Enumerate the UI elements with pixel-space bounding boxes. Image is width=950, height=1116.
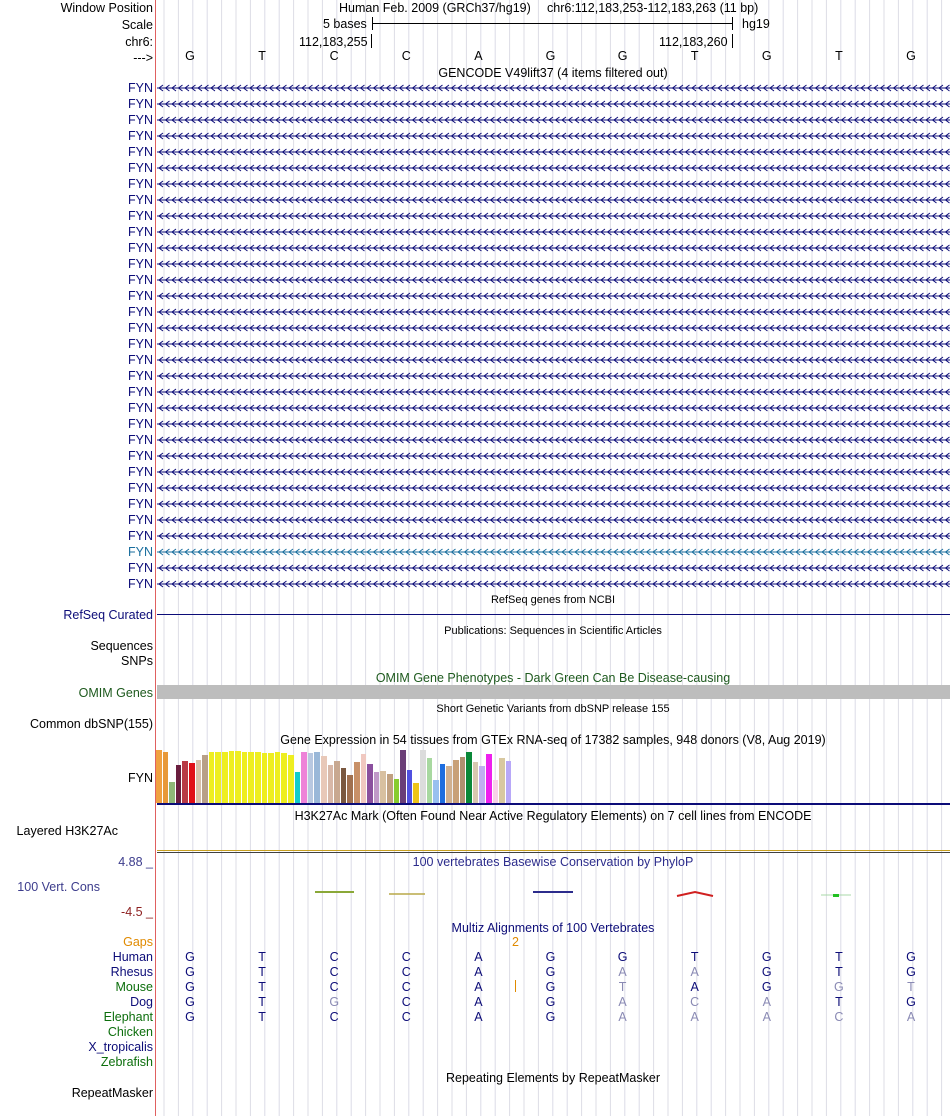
multiz-base: T	[258, 965, 266, 979]
multiz-base: C	[401, 950, 411, 964]
gencode-transcript-intron[interactable]	[157, 98, 950, 110]
gencode-transcript-label[interactable]: FYN	[128, 241, 153, 255]
chrom-label: chr6:	[125, 35, 153, 49]
gencode-transcript-label[interactable]: FYN	[128, 161, 153, 175]
gencode-transcript-intron[interactable]	[157, 306, 950, 318]
multiz-species-label[interactable]: Rhesus	[110, 965, 153, 979]
gtex-tissue-bar[interactable]	[499, 758, 505, 803]
gtex-tissue-bar[interactable]	[248, 752, 254, 803]
multiz-base: G	[906, 950, 916, 964]
gencode-transcript-intron[interactable]	[157, 354, 950, 366]
gencode-transcript-intron[interactable]	[157, 226, 950, 238]
multiz-base: G	[545, 995, 556, 1009]
gencode-transcript-label[interactable]: FYN	[128, 577, 153, 591]
multiz-base: G	[761, 950, 772, 964]
gencode-transcript-intron[interactable]	[157, 466, 950, 478]
gencode-transcript-intron[interactable]	[157, 258, 950, 270]
gencode-transcript-intron[interactable]	[157, 162, 950, 174]
gencode-transcript-intron[interactable]	[157, 242, 950, 254]
gencode-transcript-intron[interactable]	[157, 578, 950, 590]
refseq-track-label[interactable]: RefSeq Curated	[63, 608, 153, 622]
gtex-tissue-bar[interactable]	[466, 752, 472, 803]
multiz-base: T	[835, 950, 843, 964]
position-left: 112,183,255	[299, 35, 368, 49]
gtex-tissue-bar[interactable]	[215, 752, 221, 803]
gtex-tissue-bar[interactable]	[156, 750, 162, 803]
multiz-base: G	[185, 980, 195, 994]
gtex-tissue-bar[interactable]	[347, 775, 353, 803]
gencode-transcript-label[interactable]: FYN	[128, 545, 153, 559]
base-letter: T	[258, 49, 266, 63]
gtex-tissue-bar[interactable]	[473, 762, 479, 803]
multiz-gap-count: 2	[512, 935, 519, 949]
multiz-base: A	[474, 950, 483, 964]
multiz-base: A	[762, 995, 771, 1009]
refseq-gene-line[interactable]	[157, 614, 950, 615]
multiz-base: A	[618, 995, 627, 1009]
scale-value: 5 bases	[323, 17, 367, 31]
gencode-transcript-label[interactable]: FYN	[128, 225, 153, 239]
gencode-transcript-label[interactable]: FYN	[128, 529, 153, 543]
gencode-transcript-label[interactable]: FYN	[128, 97, 153, 111]
gencode-transcript-intron[interactable]	[157, 290, 950, 302]
gencode-transcript-label[interactable]: FYN	[128, 145, 153, 159]
multiz-base: C	[401, 965, 411, 979]
gencode-transcript-label[interactable]: FYN	[128, 209, 153, 223]
multiz-base: A	[474, 980, 483, 994]
gtex-tissue-bar[interactable]	[308, 753, 314, 803]
multiz-base: T	[835, 995, 843, 1009]
gtex-tissue-bar[interactable]	[413, 783, 419, 803]
gencode-track-title[interactable]: GENCODE V49lift37 (4 items filtered out)	[438, 66, 668, 80]
multiz-base: T	[258, 1010, 266, 1024]
position-range: chr6:112,183,253-112,183,263 (11 bp)	[547, 1, 759, 15]
gtex-tissue-bar[interactable]	[235, 751, 241, 803]
base-letter: G	[906, 49, 916, 63]
gencode-transcript-label[interactable]: FYN	[128, 417, 153, 431]
gencode-transcript-label[interactable]: FYN	[128, 305, 153, 319]
phylop-signal	[157, 880, 950, 910]
multiz-base: C	[401, 1010, 411, 1024]
omim-track-label[interactable]: OMIM Genes	[78, 686, 153, 700]
publications-track-title[interactable]: Publications: Sequences in Scientific Articles	[444, 625, 662, 637]
multiz-base: A	[690, 980, 699, 994]
gtex-tissue-bar[interactable]	[407, 770, 413, 803]
gtex-tissue-bar[interactable]	[262, 753, 268, 803]
gencode-transcript-intron[interactable]	[157, 178, 950, 190]
gtex-tissue-bar[interactable]	[380, 771, 386, 803]
multiz-species-label[interactable]: Human	[112, 950, 153, 964]
gtex-tissue-bar[interactable]	[229, 751, 235, 803]
gencode-transcript-label[interactable]: FYN	[128, 193, 153, 207]
gtex-tissue-bar[interactable]	[506, 761, 512, 803]
gencode-transcript-label[interactable]: FYN	[128, 481, 153, 495]
gencode-transcript-intron[interactable]	[157, 546, 950, 558]
base-letter: A	[474, 49, 483, 63]
gencode-transcript-label[interactable]: FYN	[128, 257, 153, 271]
base-letter: T	[835, 49, 843, 63]
multiz-base: G	[185, 950, 195, 964]
multiz-base: T	[618, 980, 627, 994]
publications-snps-label[interactable]: SNPs	[121, 654, 153, 668]
gencode-transcript-intron[interactable]	[157, 434, 950, 446]
gencode-transcript-intron[interactable]	[157, 130, 950, 142]
gencode-transcript-label[interactable]: FYN	[128, 369, 153, 383]
multiz-species-label[interactable]: X_tropicalis	[88, 1040, 153, 1054]
gtex-baseline	[157, 803, 950, 805]
multiz-base: A	[906, 1010, 916, 1024]
gencode-transcript-label[interactable]: FYN	[128, 353, 153, 367]
scale-label: Scale	[121, 18, 153, 32]
base-letter: C	[401, 49, 411, 63]
multiz-base: G	[906, 995, 916, 1009]
multiz-base: A	[690, 1010, 699, 1024]
gencode-transcript-intron[interactable]	[157, 418, 950, 430]
gencode-transcript-label[interactable]: FYN	[128, 513, 153, 527]
gtex-tissue-bar[interactable]	[176, 765, 182, 803]
gtex-tissue-bar[interactable]	[486, 754, 492, 803]
strand-label: --->	[133, 51, 153, 65]
multiz-species-label[interactable]: Zebrafish	[100, 1055, 153, 1069]
gtex-tissue-bar[interactable]	[420, 750, 426, 803]
gencode-transcript-label[interactable]: FYN	[128, 81, 153, 95]
multiz-base: G	[545, 950, 556, 964]
multiz-base: G	[834, 980, 844, 994]
gtex-tissue-bar[interactable]	[433, 780, 439, 803]
gencode-transcript-intron[interactable]	[157, 338, 950, 350]
gencode-transcript-label[interactable]: FYN	[128, 273, 153, 287]
gtex-tissue-bar[interactable]	[361, 754, 367, 803]
multiz-base: A	[762, 1010, 771, 1024]
multiz-base: G	[185, 1010, 195, 1024]
multiz-base: A	[474, 1010, 483, 1024]
gtex-tissue-bar[interactable]	[268, 753, 274, 803]
gtex-tissue-bar[interactable]	[202, 755, 208, 803]
gencode-transcript-label[interactable]: FYN	[128, 385, 153, 399]
gtex-track-title[interactable]: Gene Expression in 54 tissues from GTEx RNA-seq of 17382 samples, 948 donors (V8, Aug 2019)	[280, 733, 826, 747]
multiz-base: C	[834, 1010, 844, 1024]
gencode-transcript-intron[interactable]	[157, 146, 950, 158]
phylop-track-label[interactable]: 100 Vert. Cons	[17, 880, 100, 894]
gencode-transcript-label[interactable]: FYN	[128, 129, 153, 143]
publications-sequences-label[interactable]: Sequences	[90, 639, 153, 653]
gtex-tissue-bar[interactable]	[275, 752, 281, 803]
base-letter: G	[617, 49, 628, 63]
phylop-max-label: 4.88 _	[118, 855, 153, 869]
gtex-gene-label[interactable]: FYN	[128, 771, 153, 785]
window-position-label: Window Position	[60, 1, 153, 15]
omim-gene-bar[interactable]	[157, 685, 950, 699]
h3k27ac-track-title[interactable]: H3K27Ac Mark (Often Found Near Active Regulatory Elements) on 7 cell lines from ENCODE	[294, 809, 812, 823]
gtex-tissue-bar[interactable]	[209, 752, 215, 803]
gencode-transcript-intron[interactable]	[157, 370, 950, 382]
gencode-transcript-intron[interactable]	[157, 386, 950, 398]
multiz-base: C	[690, 995, 700, 1009]
gtex-tissue-bar[interactable]	[295, 772, 301, 803]
base-letter: G	[761, 49, 772, 63]
multiz-base: G	[906, 965, 916, 979]
gtex-tissue-bar[interactable]	[169, 782, 175, 803]
gencode-transcript-intron[interactable]	[157, 482, 950, 494]
gtex-tissue-bar[interactable]	[460, 757, 466, 803]
multiz-base: C	[329, 1010, 339, 1024]
multiz-base: A	[690, 965, 699, 979]
gencode-transcript-label[interactable]: FYN	[128, 449, 153, 463]
gtex-tissue-bar[interactable]	[189, 763, 195, 803]
assembly-title: Human Feb. 2009 (GRCh37/hg19)	[339, 1, 531, 15]
gencode-transcript-intron[interactable]	[157, 562, 950, 574]
gencode-transcript-intron[interactable]	[157, 514, 950, 526]
multiz-species-label[interactable]: Elephant	[103, 1010, 153, 1024]
multiz-base: T	[835, 965, 843, 979]
gencode-transcript-intron[interactable]	[157, 530, 950, 542]
gtex-tissue-bar[interactable]	[493, 780, 499, 803]
multiz-base: A	[474, 995, 483, 1009]
gtex-tissue-bar[interactable]	[314, 752, 320, 803]
gencode-transcript-intron[interactable]	[157, 274, 950, 286]
h3k27ac-track-label[interactable]: Layered H3K27Ac	[16, 824, 118, 838]
gencode-transcript-intron[interactable]	[157, 194, 950, 206]
gtex-tissue-bar[interactable]	[242, 752, 248, 803]
multiz-base: G	[617, 950, 628, 964]
multiz-base: G	[185, 995, 195, 1009]
multiz-species-label[interactable]: Chicken	[107, 1025, 153, 1039]
gencode-transcript-label[interactable]: FYN	[128, 113, 153, 127]
multiz-base: C	[329, 950, 339, 964]
multiz-base: T	[258, 980, 266, 994]
position-right: 112,183,260	[659, 35, 728, 49]
gtex-tissue-bar[interactable]	[400, 750, 406, 803]
multiz-base: G	[329, 995, 340, 1009]
scale-bar	[372, 17, 733, 29]
multiz-base: A	[618, 1010, 627, 1024]
gencode-transcript-label[interactable]: FYN	[128, 177, 153, 191]
h3k27ac-signal-line-2	[157, 852, 950, 853]
multiz-base: G	[761, 980, 772, 994]
gencode-transcript-label[interactable]: FYN	[128, 321, 153, 335]
gencode-transcript-label[interactable]: FYN	[128, 289, 153, 303]
base-letter: C	[329, 49, 339, 63]
multiz-base: T	[258, 950, 266, 964]
omim-track-title[interactable]: OMIM Gene Phenotypes - Dark Green Can Be Disease-causing	[375, 671, 731, 685]
multiz-species-label[interactable]: Mouse	[115, 980, 153, 994]
phylop-min-label: -4.5 _	[121, 905, 153, 919]
multiz-gaps-label[interactable]: Gaps	[123, 935, 153, 949]
gencode-transcript-label[interactable]: FYN	[128, 337, 153, 351]
gtex-tissue-bar[interactable]	[182, 761, 188, 803]
multiz-base: T	[258, 995, 266, 1009]
position-right-tick	[732, 34, 733, 48]
multiz-species-label[interactable]: Dog	[130, 995, 153, 1009]
gtex-tissue-bar[interactable]	[196, 760, 202, 803]
multiz-base: C	[401, 980, 411, 994]
gencode-transcript-label[interactable]: FYN	[128, 497, 153, 511]
multiz-base: G	[761, 965, 772, 979]
gtex-tissue-bar[interactable]	[341, 768, 347, 803]
gtex-tissue-bar[interactable]	[387, 774, 393, 803]
multiz-base: C	[329, 980, 339, 994]
gtex-tissue-bar[interactable]	[367, 764, 373, 803]
refseq-track-title[interactable]: RefSeq genes from NCBI	[490, 594, 616, 606]
gtex-tissue-bar[interactable]	[328, 765, 334, 803]
dbsnp-track-label[interactable]: Common dbSNP(155)	[30, 717, 153, 731]
gtex-tissue-bar[interactable]	[374, 772, 380, 803]
gtex-tissue-bar[interactable]	[354, 762, 360, 803]
gtex-tissue-bar[interactable]	[281, 753, 287, 803]
repeatmasker-track-label[interactable]: RepeatMasker	[71, 1086, 153, 1100]
gtex-tissue-bar[interactable]	[255, 752, 261, 803]
gtex-tissue-bar[interactable]	[440, 764, 446, 803]
gtex-tissue-bar[interactable]	[446, 766, 452, 803]
multiz-base: T	[907, 980, 915, 994]
base-letter: T	[690, 49, 699, 63]
gtex-tissue-bar[interactable]	[427, 758, 433, 803]
multiz-gap-marker	[515, 980, 516, 992]
gtex-tissue-bar[interactable]	[479, 766, 485, 803]
multiz-base: A	[618, 965, 627, 979]
multiz-base: G	[185, 965, 195, 979]
dbsnp-track-title[interactable]: Short Genetic Variants from dbSNP release 155	[436, 703, 670, 715]
gencode-transcript-intron[interactable]	[157, 402, 950, 414]
multiz-base: C	[329, 965, 339, 979]
multiz-base: C	[401, 995, 411, 1009]
gtex-tissue-bar[interactable]	[321, 756, 327, 803]
gencode-transcript-label[interactable]: FYN	[128, 401, 153, 415]
multiz-base: G	[545, 1010, 556, 1024]
phylop-track-title[interactable]: 100 vertebrates Basewise Conservation by PhyloP	[412, 855, 694, 869]
gtex-tissue-bar[interactable]	[453, 760, 459, 803]
h3k27ac-signal-line-1	[157, 850, 950, 851]
db-name: hg19	[742, 17, 770, 31]
gencode-transcript-label[interactable]: FYN	[128, 561, 153, 575]
multiz-base: G	[545, 980, 556, 994]
base-letter: G	[545, 49, 556, 63]
gencode-transcript-intron[interactable]	[157, 450, 950, 462]
gencode-transcript-intron[interactable]	[157, 210, 950, 222]
gencode-transcript-label[interactable]: FYN	[128, 465, 153, 479]
gtex-tissue-bar[interactable]	[301, 752, 307, 803]
multiz-base: G	[545, 965, 556, 979]
gtex-tissue-bar[interactable]	[288, 755, 294, 803]
gencode-transcript-intron[interactable]	[157, 498, 950, 510]
gtex-tissue-bar[interactable]	[222, 752, 228, 803]
repeatmasker-track-title[interactable]: Repeating Elements by RepeatMasker	[445, 1071, 660, 1085]
multiz-track-title[interactable]: Multiz Alignments of 100 Vertebrates	[451, 921, 655, 935]
gtex-tissue-bar[interactable]	[334, 761, 340, 803]
position-left-tick	[371, 34, 372, 48]
gencode-transcript-intron[interactable]	[157, 114, 950, 126]
gtex-tissue-bar[interactable]	[163, 752, 169, 803]
gencode-transcript-intron[interactable]	[157, 82, 950, 94]
multiz-base: A	[474, 965, 483, 979]
gencode-transcript-label[interactable]: FYN	[128, 433, 153, 447]
base-letter: G	[185, 49, 195, 63]
gtex-tissue-bar[interactable]	[394, 779, 400, 803]
label-separator	[155, 0, 156, 1116]
multiz-base: T	[690, 950, 699, 964]
gencode-transcript-intron[interactable]	[157, 322, 950, 334]
